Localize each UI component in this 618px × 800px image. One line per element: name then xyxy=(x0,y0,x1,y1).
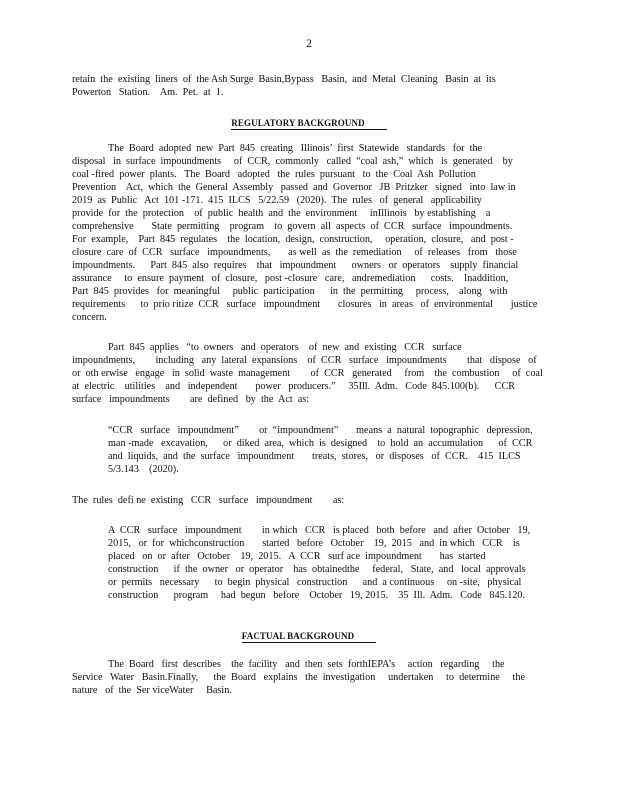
heading-factual-background: FACTUAL BACKGROUND xyxy=(0,631,618,643)
para1-line-13: requirements to prio ritize CCR surface impoundment closures in areas of environmental justice xyxy=(72,299,538,310)
quote2-line-5: or permits necessary to begin physical construction and a continuous on -site, physical xyxy=(108,577,522,588)
para1-line-7: comprehensive State permitting program to govern all aspects of CCR surface impoundments. xyxy=(72,221,513,232)
para3-line-2: Service Water Basin.Finally, the Board explains the investigation undertaken to determine the xyxy=(72,672,525,683)
quote2-line-3: placed on or after October 19, 2015. A CCR surf ace impoundment has started xyxy=(108,551,486,562)
intro-line-1: retain the existing liners of the Ash Surge Basin,Bypass Basin, and Metal Cleaning Basin at its xyxy=(72,74,496,85)
quote1-line-2: man -made excavation, or diked area, which is designed to hold an accumulation of CCR xyxy=(108,438,533,449)
heading-regulatory-background: REGULATORY BACKGROUND xyxy=(0,118,618,130)
para1-line-5: 2019 as Public Act 101 -171. 415 ILCS 5/22.59 (2020). The rules of general applicability xyxy=(72,195,482,206)
quote1-line-1: “CCR surface impoundment” or “impoundment” means a natural topographic depression, xyxy=(108,425,533,436)
para1-line-4: Prevention Act, which the General Assembly passed and Governor JB Pritzker signed into law in xyxy=(72,182,516,193)
para2-line-3: or oth erwise engage in solid waste management of CCR generated from the combustion of coal xyxy=(72,368,543,379)
intro-line-2: Powerton Station. Am. Pet. at 1. xyxy=(72,87,224,98)
para1-line-10: impoundments. Part 845 also requires that impoundment owners or operators supply financial xyxy=(72,260,519,271)
para2-line-2: impoundments, including any lateral expansions of CCR surface impoundments that dispose of xyxy=(72,355,537,366)
para1-line-3: coal -fired power plants. The Board adopted the rules pursuant to the Coal Ash Pollution xyxy=(72,169,476,180)
rules-define-line: The rules defi ne existing CCR surface impoundment as: xyxy=(72,495,345,506)
para1-line-1: The Board adopted new Part 845 creating Illinois’ first Statewide standards for the xyxy=(108,143,483,154)
para1-line-6: provide for the protection of public health and the environment inIllinois by establishing a xyxy=(72,208,491,219)
quote2-line-6: construction program had begun before October 19, 2015. 35 Ill. Adm. Code 845.120. xyxy=(108,590,526,601)
quote2-line-4: construction if the owner or operator has obtainedthe federal, State, and local approvals xyxy=(108,564,526,575)
para1-line-9: closure care of CCR surface impoundments, as well as the remediation of releases from those xyxy=(72,247,517,258)
quote2-line-2: 2015, or for whichconstruction started before October 19, 2015 and in which CCR is xyxy=(108,538,520,549)
quote1-line-3: and liquids, and the surface impoundment treats, stores, or disposes of CCR. 415 ILCS xyxy=(108,451,521,462)
para3-line-1: The Board first describes the facility and then sets forthIEPA’s action regarding the xyxy=(108,659,505,670)
para2-line-4: at electric utilities and independent power producers.” 35Ill. Adm. Code 845.100(b). CCR xyxy=(72,381,516,392)
para3-line-3: nature of the Ser viceWater Basin. xyxy=(72,685,232,696)
page-number: 2 xyxy=(306,36,312,50)
para1-line-14: concern. xyxy=(72,312,107,323)
para1-line-2: disposal in surface impoundments of CCR, commonly called “coal ash,” which is generated by xyxy=(72,156,513,167)
para2-line-5: surface impoundments are defined by the Act as: xyxy=(72,394,310,405)
para1-line-8: For example, Part 845 regulates the location, design, construction, operation, closure, and post - xyxy=(72,234,514,245)
para1-line-11: assurance to ensure payment of closure, post -closure care, andremediation costs. Inaddition, xyxy=(72,273,509,284)
quote2-line-1: A CCR surface impoundment in which CCR is placed both before and after October 19, xyxy=(108,525,531,536)
para1-line-12: Part 845 provides for meaningful public participation in the permitting process, along with xyxy=(72,286,508,297)
quote1-line-4: 5/3.143 (2020). xyxy=(108,464,179,475)
para2-line-1: Part 845 applies “to owners and operators of new and existing CCR surface xyxy=(108,342,462,353)
